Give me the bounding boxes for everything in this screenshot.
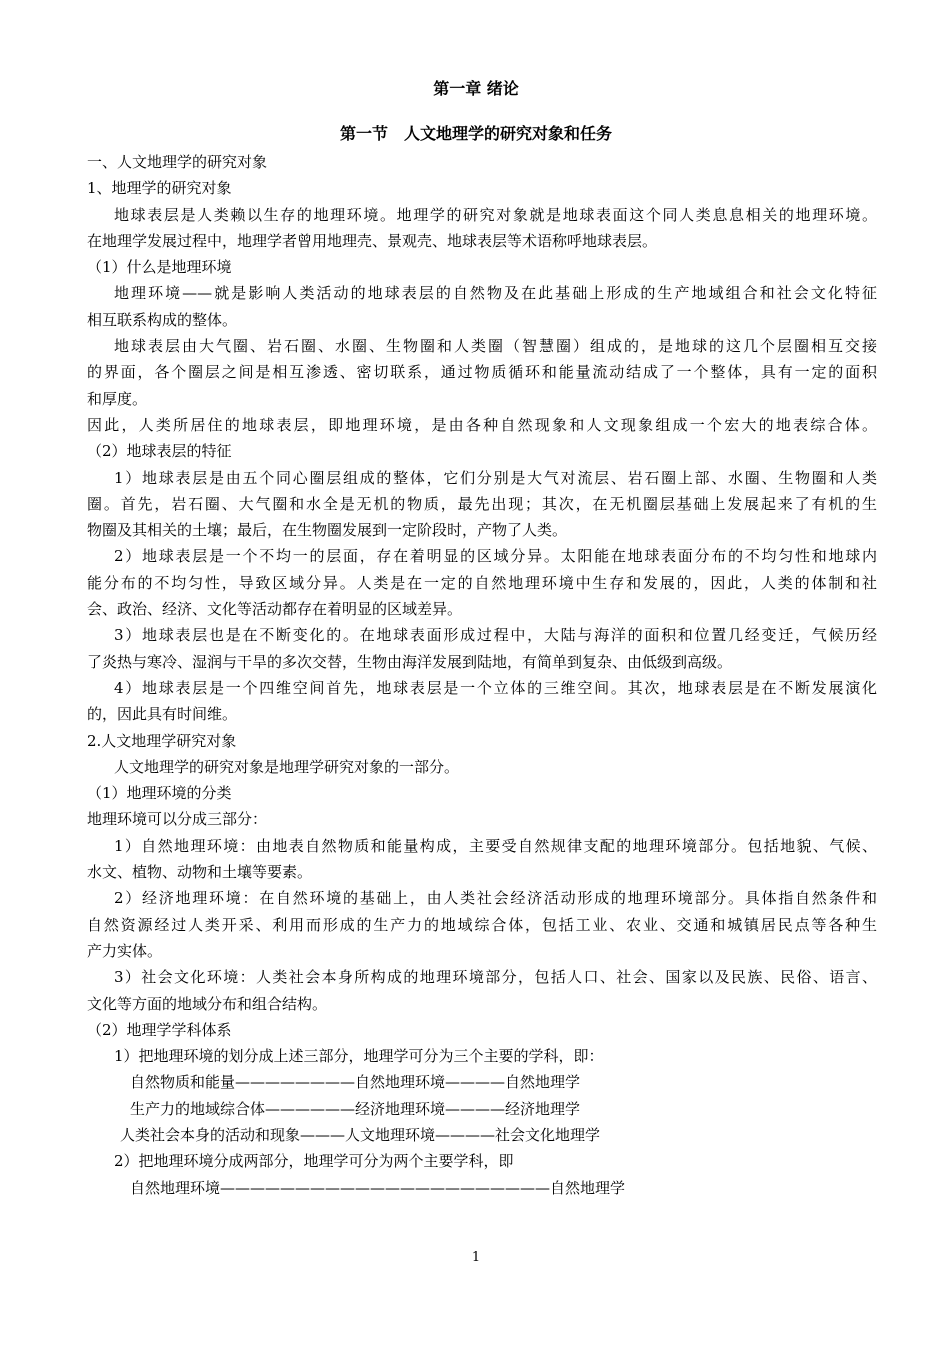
text-line: 地理环境——就是影响人类活动的地球表层的自然物及在此基础上形成的生产地域组合和社会文化特征 [114,284,877,303]
body-text [87,149,877,1201]
chapter-title: 第一章 绪论 [433,79,519,98]
text-line: 自然物质和能量————————自然地理环境————自然地理学 [130,1073,581,1092]
text-line: （1）地理环境的分类 [87,784,232,803]
text-line: 4）地球表层是一个四维空间首先，地球表层是一个立体的三维空间。其次，地球表层是在不断发展演化 [114,678,877,697]
text-line: 人类社会本身的活动和现象———人文地理环境————社会文化地理学 [120,1125,601,1144]
text-line: 1）地球表层是由五个同心圈层组成的整体，它们分别是大气对流层、岩石圈上部、水圈、生物圈和人类 [114,468,877,487]
text-line: 人文地理学的研究对象是地理学研究对象的一部分。 [114,757,460,776]
text-line: 自然地理环境——————————————————————自然地理学 [130,1178,626,1197]
text-line: 2.人文地理学研究对象 [87,731,237,750]
text-line: 一、人文地理学的研究对象 [87,153,268,171]
text-line: 了炎热与寒冷、湿润与干旱的多次交替，生物由海洋发展到陆地，有简单到复杂、由低级到高级。 [87,652,733,671]
text-line: 1、地理学的研究对象 [87,179,232,198]
text-line: 1）把地理环境的划分成上述三部分，地理学可分为三个主要的学科，即： [114,1047,604,1066]
text-line: 会、政治、经济、文化等活动都存在着明显的区域差异。 [87,600,463,619]
text-line: 2）地球表层是一个不均一的层面，存在着明显的区域分异。太阳能在地球表面分布的不均匀性和地球内 [114,547,877,566]
text-line: 圈。首先，岩石圈、大气圈和水全是无机的物质，最先出现；其次，在无机圈层基础上发展起来了有机的生 [87,494,877,513]
text-line: 3）社会文化环境：人类社会本身所构成的地理环境部分，包括人口、社会、国家以及民族、民俗、语言、 [114,968,877,987]
text-line: 的，因此具有时间维。 [87,705,238,724]
text-line: 2）经济地理环境：在自然环境的基础上，由人类社会经济活动形成的地理环境部分。具体指自然条件和 [114,889,877,908]
text-line: 相互联系构成的整体。 [87,310,238,329]
text-line: 能分布的不均匀性，导致区域分异。人类是在一定的自然地理环境中生存和发展的，因此，人类的体制和社 [87,573,877,592]
text-line: 地理环境可以分成三部分： [87,810,268,829]
section-title: 第一节 人文地理学的研究对象和任务 [339,124,612,143]
text-line: 地球表层由大气圈、岩石圈、水圈、生物圈和人类圈（智慧圈）组成的，是地球的这几个层圈相互交接 [114,337,877,356]
text-line: 文化等方面的地域分布和组合结构。 [87,994,328,1013]
text-line: 物圈及其相关的土壤；最后，在生物圈发展到一定阶段时，产物了人类。 [87,521,568,540]
text-line: 生产力的地域综合体——————经济地理环境————经济地理学 [130,1099,581,1118]
text-line: 和厚度。 [87,389,148,408]
text-line: （2）地球表层的特征 [87,442,232,461]
text-line: 2）把地理环境分成两部分，地理学可分为两个主要学科，即 [114,1152,514,1171]
text-line: 水文、植物、动物和土壤等要素。 [87,863,313,882]
text-line: 因此，人类所居住的地球表层，即地理环境，是由各种自然现象和人文现象组成一个宏大的地表综合体。 [87,415,877,434]
text-line: 1）自然地理环境：由地表自然物质和能量构成，主要受自然规律支配的地理环境部分。包括地貌、气候、 [114,836,877,855]
text-line: （1）什么是地理环境 [87,258,232,277]
text-line: 的界面，各个圈层之间是相互渗透、密切联系，通过物质循环和能量流动结成了一个整体，具有一定的面积 [87,363,877,382]
text-line: 在地理学发展过程中，地理学者曾用地理壳、景观壳、地球表层等术语称呼地球表层。 [87,231,658,250]
text-line: 自然资源经过人类开采、利用而形成的生产力的地域综合体，包括工业、农业、交通和城镇居民点等各种生 [87,915,877,934]
text-line: （2）地理学学科体系 [87,1020,232,1039]
text-line: 3）地球表层也是在不断变化的。在地球表面形成过程中，大陆与海洋的面积和位置几经变迁，气候历经 [114,626,877,645]
text-line: 产力实体。 [87,941,163,960]
text-line: 地球表层是人类赖以生存的地理环境。地理学的研究对象就是地球表面这个同人类息息相关的地理环境。 [114,205,877,224]
page-number: 1 [471,1250,481,1265]
